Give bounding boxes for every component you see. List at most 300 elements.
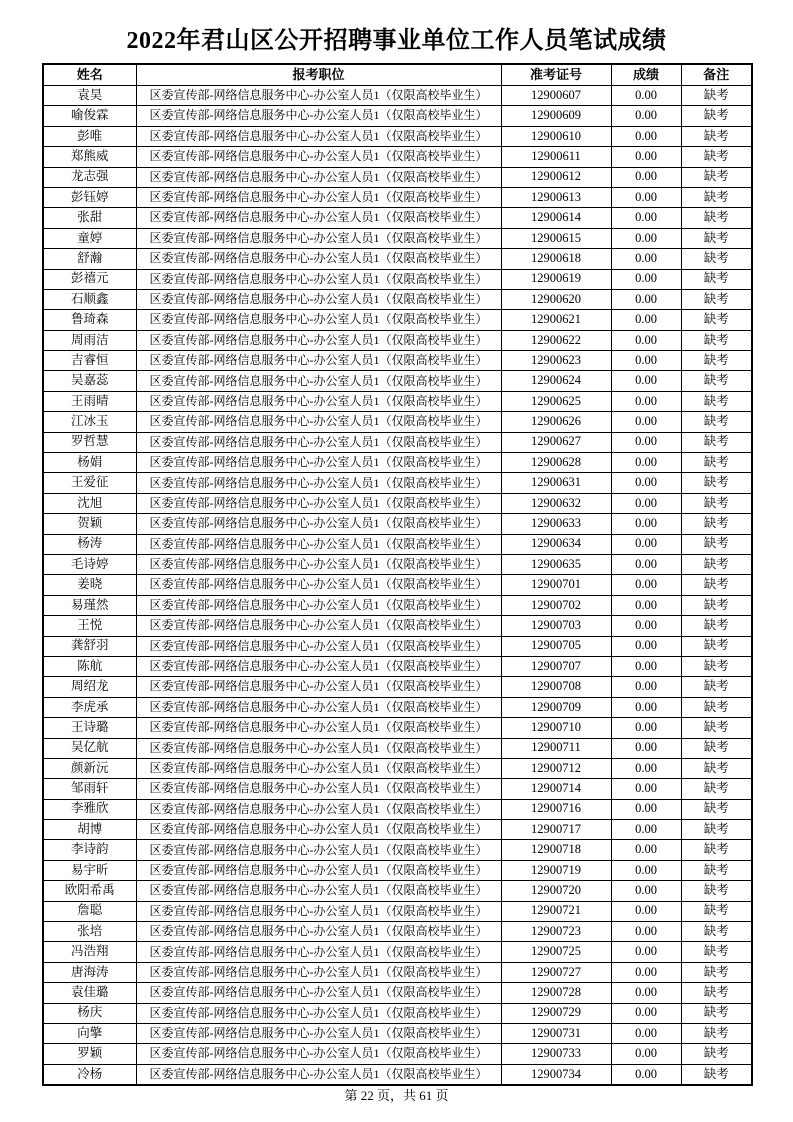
ticket-cell: 12900627 — [501, 432, 611, 452]
table-row — [43, 962, 752, 982]
score-cell: 0.00 — [611, 126, 681, 146]
score-cell: 0.00 — [611, 677, 681, 697]
position-cell: 区委宣传部-网络信息服务中心-办公室人员1（仅限高校毕业生） — [136, 126, 501, 146]
ticket-cell: 12900734 — [501, 1064, 611, 1085]
table-row — [43, 595, 752, 615]
table-row — [43, 616, 752, 636]
score-cell: 0.00 — [611, 860, 681, 880]
remark-cell: 缺考 — [681, 636, 752, 656]
ticket-cell: 12900619 — [501, 269, 611, 289]
ticket-cell: 12900631 — [501, 473, 611, 493]
name-cell: 吴亿航 — [43, 738, 136, 758]
remark-cell: 缺考 — [681, 758, 752, 778]
score-cell: 0.00 — [611, 412, 681, 432]
remark-cell: 缺考 — [681, 718, 752, 738]
score-cell: 0.00 — [611, 106, 681, 126]
position-cell: 区委宣传部-网络信息服务中心-办公室人员1（仅限高校毕业生） — [136, 575, 501, 595]
remark-cell: 缺考 — [681, 983, 752, 1003]
remark-cell: 缺考 — [681, 1003, 752, 1023]
position-cell: 区委宣传部-网络信息服务中心-办公室人员1（仅限高校毕业生） — [136, 983, 501, 1003]
table-row — [43, 249, 752, 269]
position-cell: 区委宣传部-网络信息服务中心-办公室人员1（仅限高校毕业生） — [136, 1003, 501, 1023]
position-cell: 区委宣传部-网络信息服务中心-办公室人员1（仅限高校毕业生） — [136, 616, 501, 636]
name-cell: 郑熊威 — [43, 147, 136, 167]
remark-cell: 缺考 — [681, 391, 752, 411]
remark-cell: 缺考 — [681, 167, 752, 187]
name-cell: 李诗韵 — [43, 840, 136, 860]
remark-cell: 缺考 — [681, 432, 752, 452]
name-cell: 彭唯 — [43, 126, 136, 146]
ticket-cell: 12900613 — [501, 187, 611, 207]
ticket-cell: 12900635 — [501, 554, 611, 574]
name-cell: 龙志强 — [43, 167, 136, 187]
table-row — [43, 820, 752, 840]
score-cell: 0.00 — [611, 371, 681, 391]
name-cell: 周雨洁 — [43, 330, 136, 350]
name-cell: 杨娟 — [43, 453, 136, 473]
remark-cell: 缺考 — [681, 738, 752, 758]
ticket-cell: 12900633 — [501, 514, 611, 534]
name-cell: 喻俊霖 — [43, 106, 136, 126]
name-cell: 冷杨 — [43, 1064, 136, 1085]
remark-cell: 缺考 — [681, 106, 752, 126]
score-cell: 0.00 — [611, 697, 681, 717]
position-cell: 区委宣传部-网络信息服务中心-办公室人员1（仅限高校毕业生） — [136, 249, 501, 269]
table-row — [43, 493, 752, 513]
score-cell: 0.00 — [611, 840, 681, 860]
remark-cell: 缺考 — [681, 249, 752, 269]
score-cell: 0.00 — [611, 1023, 681, 1043]
score-cell: 0.00 — [611, 1064, 681, 1085]
position-cell: 区委宣传部-网络信息服务中心-办公室人员1（仅限高校毕业生） — [136, 820, 501, 840]
name-cell: 向擎 — [43, 1023, 136, 1043]
score-cell: 0.00 — [611, 493, 681, 513]
remark-cell: 缺考 — [681, 493, 752, 513]
ticket-cell: 12900701 — [501, 575, 611, 595]
position-cell: 区委宣传部-网络信息服务中心-办公室人员1（仅限高校毕业生） — [136, 493, 501, 513]
score-cell: 0.00 — [611, 514, 681, 534]
score-cell: 0.00 — [611, 1003, 681, 1023]
ticket-cell: 12900727 — [501, 962, 611, 982]
score-cell: 0.00 — [611, 228, 681, 248]
remark-cell: 缺考 — [681, 86, 752, 106]
ticket-cell: 12900610 — [501, 126, 611, 146]
table-row — [43, 269, 752, 289]
table-row — [43, 86, 752, 106]
ticket-cell: 12900707 — [501, 656, 611, 676]
name-cell: 罗哲慧 — [43, 432, 136, 452]
ticket-cell: 12900708 — [501, 677, 611, 697]
ticket-cell: 12900723 — [501, 922, 611, 942]
score-cell: 0.00 — [611, 432, 681, 452]
header-score: 成绩 — [611, 64, 681, 86]
table-row — [43, 758, 752, 778]
ticket-cell: 12900710 — [501, 718, 611, 738]
score-cell: 0.00 — [611, 595, 681, 615]
remark-cell: 缺考 — [681, 371, 752, 391]
remark-cell: 缺考 — [681, 677, 752, 697]
score-cell: 0.00 — [611, 636, 681, 656]
name-cell: 王雨晴 — [43, 391, 136, 411]
name-cell: 李虎承 — [43, 697, 136, 717]
ticket-cell: 12900733 — [501, 1044, 611, 1064]
name-cell: 沈旭 — [43, 493, 136, 513]
score-cell: 0.00 — [611, 187, 681, 207]
ticket-cell: 12900620 — [501, 289, 611, 309]
name-cell: 吉睿恒 — [43, 351, 136, 371]
table-row — [43, 208, 752, 228]
header-remark: 备注 — [681, 64, 752, 86]
position-cell: 区委宣传部-网络信息服务中心-办公室人员1（仅限高校毕业生） — [136, 881, 501, 901]
remark-cell: 缺考 — [681, 269, 752, 289]
position-cell: 区委宣传部-网络信息服务中心-办公室人员1（仅限高校毕业生） — [136, 758, 501, 778]
name-cell: 吴嘉蕊 — [43, 371, 136, 391]
position-cell: 区委宣传部-网络信息服务中心-办公室人员1（仅限高校毕业生） — [136, 942, 501, 962]
table-row — [43, 228, 752, 248]
remark-cell: 缺考 — [681, 820, 752, 840]
remark-cell: 缺考 — [681, 575, 752, 595]
position-cell: 区委宣传部-网络信息服务中心-办公室人员1（仅限高校毕业生） — [136, 901, 501, 921]
remark-cell: 缺考 — [681, 942, 752, 962]
position-cell: 区委宣传部-网络信息服务中心-办公室人员1（仅限高校毕业生） — [136, 167, 501, 187]
table-row — [43, 779, 752, 799]
table-row — [43, 799, 752, 819]
table-row — [43, 1064, 752, 1085]
score-cell: 0.00 — [611, 575, 681, 595]
table-row — [43, 514, 752, 534]
table-row — [43, 147, 752, 167]
name-cell: 陈航 — [43, 656, 136, 676]
position-cell: 区委宣传部-网络信息服务中心-办公室人员1（仅限高校毕业生） — [136, 473, 501, 493]
remark-cell: 缺考 — [681, 860, 752, 880]
remark-cell: 缺考 — [681, 799, 752, 819]
ticket-cell: 12900731 — [501, 1023, 611, 1043]
position-cell: 区委宣传部-网络信息服务中心-办公室人员1（仅限高校毕业生） — [136, 922, 501, 942]
remark-cell: 缺考 — [681, 126, 752, 146]
table-row — [43, 656, 752, 676]
ticket-cell: 12900721 — [501, 901, 611, 921]
page-title: 2022年君山区公开招聘事业单位工作人员笔试成绩 — [126, 28, 667, 54]
remark-cell: 缺考 — [681, 330, 752, 350]
ticket-cell: 12900618 — [501, 249, 611, 269]
name-cell: 胡博 — [43, 820, 136, 840]
table-row — [43, 881, 752, 901]
position-cell: 区委宣传部-网络信息服务中心-办公室人员1（仅限高校毕业生） — [136, 310, 501, 330]
name-cell: 舒瀚 — [43, 249, 136, 269]
remark-cell: 缺考 — [681, 922, 752, 942]
score-cell: 0.00 — [611, 249, 681, 269]
table-header-row — [43, 64, 752, 86]
name-cell: 冯浩翔 — [43, 942, 136, 962]
score-cell: 0.00 — [611, 391, 681, 411]
score-table — [42, 63, 753, 1086]
remark-cell: 缺考 — [681, 962, 752, 982]
ticket-cell: 12900709 — [501, 697, 611, 717]
table-row — [43, 677, 752, 697]
table-row — [43, 554, 752, 574]
position-cell: 区委宣传部-网络信息服务中心-办公室人员1（仅限高校毕业生） — [136, 738, 501, 758]
ticket-cell: 12900720 — [501, 881, 611, 901]
ticket-cell: 12900625 — [501, 391, 611, 411]
name-cell: 王悦 — [43, 616, 136, 636]
ticket-cell: 12900623 — [501, 351, 611, 371]
table-body — [43, 86, 752, 1086]
score-cell: 0.00 — [611, 820, 681, 840]
position-cell: 区委宣传部-网络信息服务中心-办公室人员1（仅限高校毕业生） — [136, 432, 501, 452]
name-cell: 王爱征 — [43, 473, 136, 493]
position-cell: 区委宣传部-网络信息服务中心-办公室人员1（仅限高校毕业生） — [136, 697, 501, 717]
table-row — [43, 289, 752, 309]
table-row — [43, 453, 752, 473]
score-cell: 0.00 — [611, 1044, 681, 1064]
table-row — [43, 391, 752, 411]
name-cell: 贺颖 — [43, 514, 136, 534]
score-cell: 0.00 — [611, 453, 681, 473]
name-cell: 易宇昕 — [43, 860, 136, 880]
table-row — [43, 697, 752, 717]
ticket-cell: 12900702 — [501, 595, 611, 615]
position-cell: 区委宣传部-网络信息服务中心-办公室人员1（仅限高校毕业生） — [136, 1044, 501, 1064]
table-row — [43, 412, 752, 432]
position-cell: 区委宣传部-网络信息服务中心-办公室人员1（仅限高校毕业生） — [136, 86, 501, 106]
ticket-cell: 12900622 — [501, 330, 611, 350]
ticket-cell: 12900711 — [501, 738, 611, 758]
remark-cell: 缺考 — [681, 289, 752, 309]
remark-cell: 缺考 — [681, 616, 752, 636]
position-cell: 区委宣传部-网络信息服务中心-办公室人员1（仅限高校毕业生） — [136, 208, 501, 228]
position-cell: 区委宣传部-网络信息服务中心-办公室人员1（仅限高校毕业生） — [136, 330, 501, 350]
remark-cell: 缺考 — [681, 697, 752, 717]
name-cell: 唐海涛 — [43, 962, 136, 982]
table-row — [43, 636, 752, 656]
position-cell: 区委宣传部-网络信息服务中心-办公室人员1（仅限高校毕业生） — [136, 860, 501, 880]
table-row — [43, 942, 752, 962]
table-row — [43, 901, 752, 921]
remark-cell: 缺考 — [681, 840, 752, 860]
score-cell: 0.00 — [611, 942, 681, 962]
score-cell: 0.00 — [611, 473, 681, 493]
position-cell: 区委宣传部-网络信息服务中心-办公室人员1（仅限高校毕业生） — [136, 187, 501, 207]
ticket-cell: 12900611 — [501, 147, 611, 167]
ticket-cell: 12900615 — [501, 228, 611, 248]
remark-cell: 缺考 — [681, 473, 752, 493]
position-cell: 区委宣传部-网络信息服务中心-办公室人员1（仅限高校毕业生） — [136, 351, 501, 371]
name-cell: 张甜 — [43, 208, 136, 228]
name-cell: 杨涛 — [43, 534, 136, 554]
position-cell: 区委宣传部-网络信息服务中心-办公室人员1（仅限高校毕业生） — [136, 779, 501, 799]
ticket-cell: 12900624 — [501, 371, 611, 391]
name-cell: 易瑾然 — [43, 595, 136, 615]
name-cell: 周绍龙 — [43, 677, 136, 697]
name-cell: 鲁琦森 — [43, 310, 136, 330]
name-cell: 邹雨轩 — [43, 779, 136, 799]
name-cell: 袁佳璐 — [43, 983, 136, 1003]
name-cell: 詹聪 — [43, 901, 136, 921]
table-row — [43, 860, 752, 880]
table-row — [43, 1044, 752, 1064]
position-cell: 区委宣传部-网络信息服务中心-办公室人员1（仅限高校毕业生） — [136, 391, 501, 411]
ticket-cell: 12900717 — [501, 820, 611, 840]
score-cell: 0.00 — [611, 554, 681, 574]
name-cell: 彭禧元 — [43, 269, 136, 289]
position-cell: 区委宣传部-网络信息服务中心-办公室人员1（仅限高校毕业生） — [136, 656, 501, 676]
score-cell: 0.00 — [611, 922, 681, 942]
position-cell: 区委宣传部-网络信息服务中心-办公室人员1（仅限高校毕业生） — [136, 453, 501, 473]
name-cell: 颜新沅 — [43, 758, 136, 778]
position-cell: 区委宣传部-网络信息服务中心-办公室人员1（仅限高校毕业生） — [136, 1023, 501, 1043]
remark-cell: 缺考 — [681, 881, 752, 901]
score-cell: 0.00 — [611, 901, 681, 921]
remark-cell: 缺考 — [681, 554, 752, 574]
remark-cell: 缺考 — [681, 310, 752, 330]
score-cell: 0.00 — [611, 269, 681, 289]
header-name: 姓名 — [43, 64, 136, 86]
score-cell: 0.00 — [611, 962, 681, 982]
position-cell: 区委宣传部-网络信息服务中心-办公室人员1（仅限高校毕业生） — [136, 269, 501, 289]
table-row — [43, 106, 752, 126]
name-cell: 江冰玉 — [43, 412, 136, 432]
name-cell: 姜晓 — [43, 575, 136, 595]
score-cell: 0.00 — [611, 310, 681, 330]
score-cell: 0.00 — [611, 289, 681, 309]
position-cell: 区委宣传部-网络信息服务中心-办公室人员1（仅限高校毕业生） — [136, 147, 501, 167]
table-row — [43, 840, 752, 860]
name-cell: 童婷 — [43, 228, 136, 248]
ticket-cell: 12900725 — [501, 942, 611, 962]
header-ticket: 准考证号 — [501, 64, 611, 86]
ticket-cell: 12900609 — [501, 106, 611, 126]
table-row — [43, 983, 752, 1003]
ticket-cell: 12900712 — [501, 758, 611, 778]
score-cell: 0.00 — [611, 330, 681, 350]
position-cell: 区委宣传部-网络信息服务中心-办公室人员1（仅限高校毕业生） — [136, 554, 501, 574]
remark-cell: 缺考 — [681, 1044, 752, 1064]
score-cell: 0.00 — [611, 147, 681, 167]
table-row — [43, 351, 752, 371]
ticket-cell: 12900614 — [501, 208, 611, 228]
name-cell: 杨庆 — [43, 1003, 136, 1023]
score-cell: 0.00 — [611, 799, 681, 819]
table-row — [43, 718, 752, 738]
score-cell: 0.00 — [611, 208, 681, 228]
ticket-cell: 12900612 — [501, 167, 611, 187]
table-row — [43, 167, 752, 187]
position-cell: 区委宣传部-网络信息服务中心-办公室人员1（仅限高校毕业生） — [136, 1064, 501, 1085]
ticket-cell: 12900634 — [501, 534, 611, 554]
position-cell: 区委宣传部-网络信息服务中心-办公室人员1（仅限高校毕业生） — [136, 106, 501, 126]
score-cell: 0.00 — [611, 738, 681, 758]
ticket-cell: 12900632 — [501, 493, 611, 513]
table-row — [43, 534, 752, 554]
score-cell: 0.00 — [611, 534, 681, 554]
page-number: 第 22 页，共 61 页 — [344, 1088, 449, 1103]
position-cell: 区委宣传部-网络信息服务中心-办公室人员1（仅限高校毕业生） — [136, 371, 501, 391]
table-row — [43, 126, 752, 146]
table-row — [43, 432, 752, 452]
position-cell: 区委宣传部-网络信息服务中心-办公室人员1（仅限高校毕业生） — [136, 412, 501, 432]
ticket-cell: 12900621 — [501, 310, 611, 330]
remark-cell: 缺考 — [681, 1023, 752, 1043]
remark-cell: 缺考 — [681, 779, 752, 799]
position-cell: 区委宣传部-网络信息服务中心-办公室人员1（仅限高校毕业生） — [136, 289, 501, 309]
ticket-cell: 12900728 — [501, 983, 611, 1003]
name-cell: 龚舒羽 — [43, 636, 136, 656]
position-cell: 区委宣传部-网络信息服务中心-办公室人员1（仅限高校毕业生） — [136, 595, 501, 615]
position-cell: 区委宣传部-网络信息服务中心-办公室人员1（仅限高校毕业生） — [136, 840, 501, 860]
ticket-cell: 12900716 — [501, 799, 611, 819]
table-row — [43, 330, 752, 350]
ticket-cell: 12900718 — [501, 840, 611, 860]
score-cell: 0.00 — [611, 983, 681, 1003]
ticket-cell: 12900705 — [501, 636, 611, 656]
header-position: 报考职位 — [136, 64, 501, 86]
score-cell: 0.00 — [611, 167, 681, 187]
name-cell: 毛诗婷 — [43, 554, 136, 574]
position-cell: 区委宣传部-网络信息服务中心-办公室人员1（仅限高校毕业生） — [136, 718, 501, 738]
position-cell: 区委宣传部-网络信息服务中心-办公室人员1（仅限高校毕业生） — [136, 228, 501, 248]
score-cell: 0.00 — [611, 779, 681, 799]
table-row — [43, 310, 752, 330]
table-row — [43, 1023, 752, 1043]
remark-cell: 缺考 — [681, 208, 752, 228]
table-row — [43, 187, 752, 207]
position-cell: 区委宣传部-网络信息服务中心-办公室人员1（仅限高校毕业生） — [136, 799, 501, 819]
score-cell: 0.00 — [611, 656, 681, 676]
remark-cell: 缺考 — [681, 1064, 752, 1085]
ticket-cell: 12900628 — [501, 453, 611, 473]
ticket-cell: 12900729 — [501, 1003, 611, 1023]
remark-cell: 缺考 — [681, 147, 752, 167]
position-cell: 区委宣传部-网络信息服务中心-办公室人员1（仅限高校毕业生） — [136, 677, 501, 697]
table-row — [43, 1003, 752, 1023]
position-cell: 区委宣传部-网络信息服务中心-办公室人员1（仅限高校毕业生） — [136, 962, 501, 982]
score-cell: 0.00 — [611, 616, 681, 636]
table-row — [43, 922, 752, 942]
score-cell: 0.00 — [611, 351, 681, 371]
name-cell: 张培 — [43, 922, 136, 942]
position-cell: 区委宣传部-网络信息服务中心-办公室人员1（仅限高校毕业生） — [136, 514, 501, 534]
name-cell: 李雅欣 — [43, 799, 136, 819]
position-cell: 区委宣传部-网络信息服务中心-办公室人员1（仅限高校毕业生） — [136, 636, 501, 656]
name-cell: 王诗璐 — [43, 718, 136, 738]
name-cell: 罗颖 — [43, 1044, 136, 1064]
remark-cell: 缺考 — [681, 412, 752, 432]
name-cell: 石顺鑫 — [43, 289, 136, 309]
score-cell: 0.00 — [611, 718, 681, 738]
ticket-cell: 12900714 — [501, 779, 611, 799]
ticket-cell: 12900607 — [501, 86, 611, 106]
name-cell: 欧阳希禹 — [43, 881, 136, 901]
remark-cell: 缺考 — [681, 514, 752, 534]
remark-cell: 缺考 — [681, 595, 752, 615]
name-cell: 彭钰婷 — [43, 187, 136, 207]
remark-cell: 缺考 — [681, 656, 752, 676]
remark-cell: 缺考 — [681, 453, 752, 473]
table-row — [43, 738, 752, 758]
name-cell: 袁昊 — [43, 86, 136, 106]
remark-cell: 缺考 — [681, 534, 752, 554]
table-row — [43, 371, 752, 391]
remark-cell: 缺考 — [681, 351, 752, 371]
remark-cell: 缺考 — [681, 228, 752, 248]
score-cell: 0.00 — [611, 758, 681, 778]
score-cell: 0.00 — [611, 86, 681, 106]
remark-cell: 缺考 — [681, 901, 752, 921]
remark-cell: 缺考 — [681, 187, 752, 207]
table-row — [43, 575, 752, 595]
score-cell: 0.00 — [611, 881, 681, 901]
table-row — [43, 473, 752, 493]
